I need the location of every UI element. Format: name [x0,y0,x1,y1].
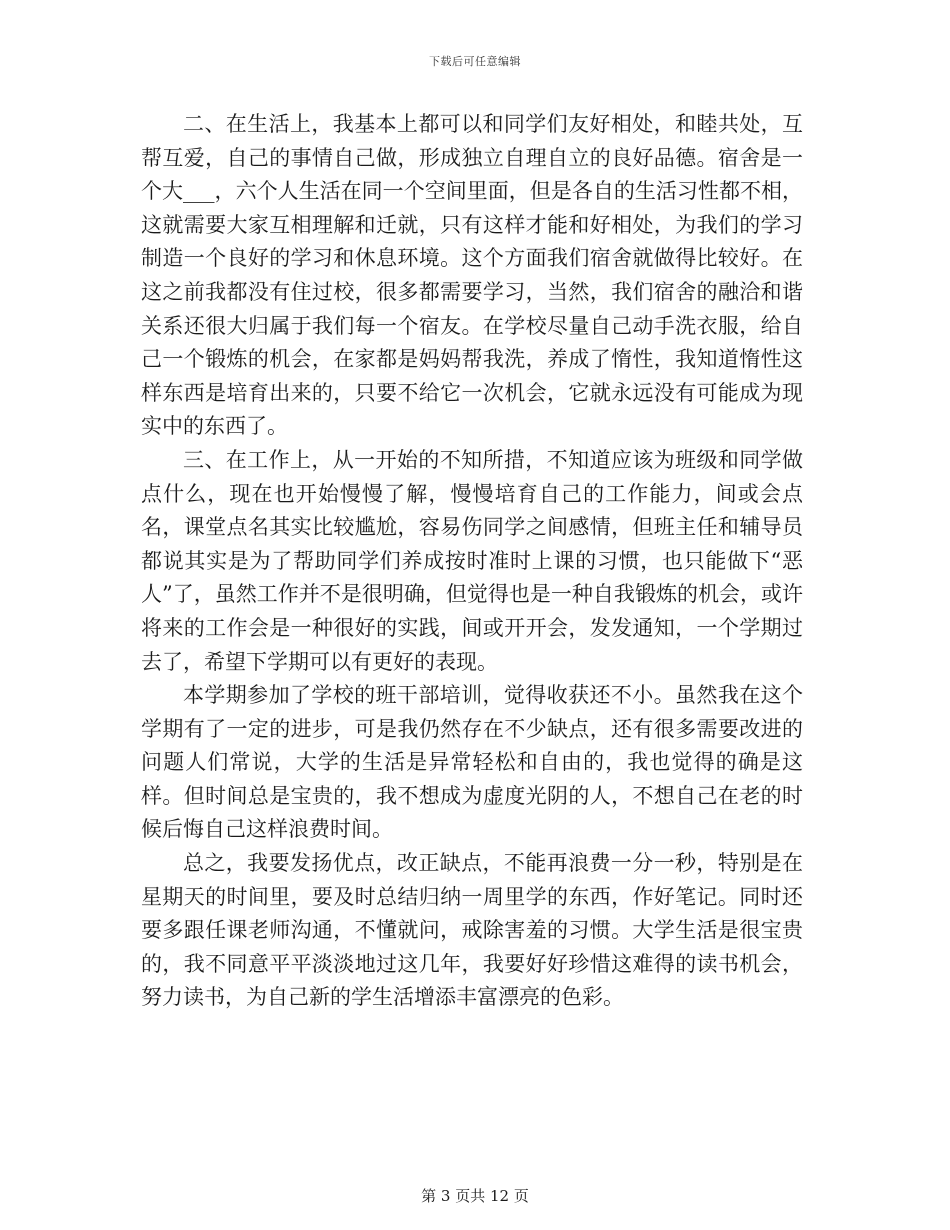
paragraph-work: 三、在工作上，从一开始的不知所措，不知道应该为班级和同学做点什么，现在也开始慢慢了解，慢慢培育自己的工作能力，间或会点名，课堂点名其实比较尴尬，容易伤同学之间感情，但班主任和辅导员都说其实是为了帮助同学们养成按时准时上课的习惯，也只能做下“恶人”了，虽然工作并不是很明确，但觉得也是一种自我锻炼的机会，或许将来的工作会是一种很好的实践，间或开开会，发发通知，一个学期过去了，希望下学期可以有更好的表现。 [141,447,803,674]
page-header-note: 下载后可任意编辑 [429,55,521,68]
page-number: 第 3 页共 12 页 [421,1187,529,1205]
paragraph-conclusion: 总之，我要发扬优点，改正缺点，不能再浪费一分一秒，特别是在星期天的时间里，要及时总结归纳一周里学的东西，作好笔记。同时还要多跟任课老师沟通，不懂就问，戒除害羞的习惯。大学生活是很宝贵的，我不同意平平淡淡地过这几年，我要好好珍惜这难得的读书机会，努力读书，为自己新的学生活增添丰富漂亮的色彩。 [141,851,803,1010]
paragraph-life: 二、在生活上，我基本上都可以和同学们友好相处，和睦共处，互帮互爱，自己的事情自己做，形成独立自理自立的良好品德。宿舍是一个大___，六个人生活在同一个空间里面，但是各自的生活习性都不相，这就需要大家互相理解和迁就，只有这样才能和好相处，为我们的学习制造一个良好的学习和休息环境。这个方面我们宿舍就做得比较好。在这之前我都没有住过校，很多都需要学习，当然，我们宿舍的融洽和谐关系还很大归属于我们每一个宿友。在学校尽量自己动手洗衣服，给自己一个锻炼的机会，在家都是妈妈帮我洗，养成了惰性，我知道惰性这样东西是培育出来的，只要不给它一次机会，它就永远没有可能成为现实中的东西了。 [141,112,803,439]
document-body [141,108,803,1015]
paragraph-training: 本学期参加了学校的班干部培训，觉得收获还不小。虽然我在这个学期有了一定的进步，可是我仍然存在不少缺点，还有很多需要改进的问题人们常说，大学的生活是异常轻松和自由的，我也觉得的确是这样。但时间总是宝贵的，我不想成为虚度光阴的人，不想自己在老的时候后悔自己这样浪费时间。 [141,683,803,842]
